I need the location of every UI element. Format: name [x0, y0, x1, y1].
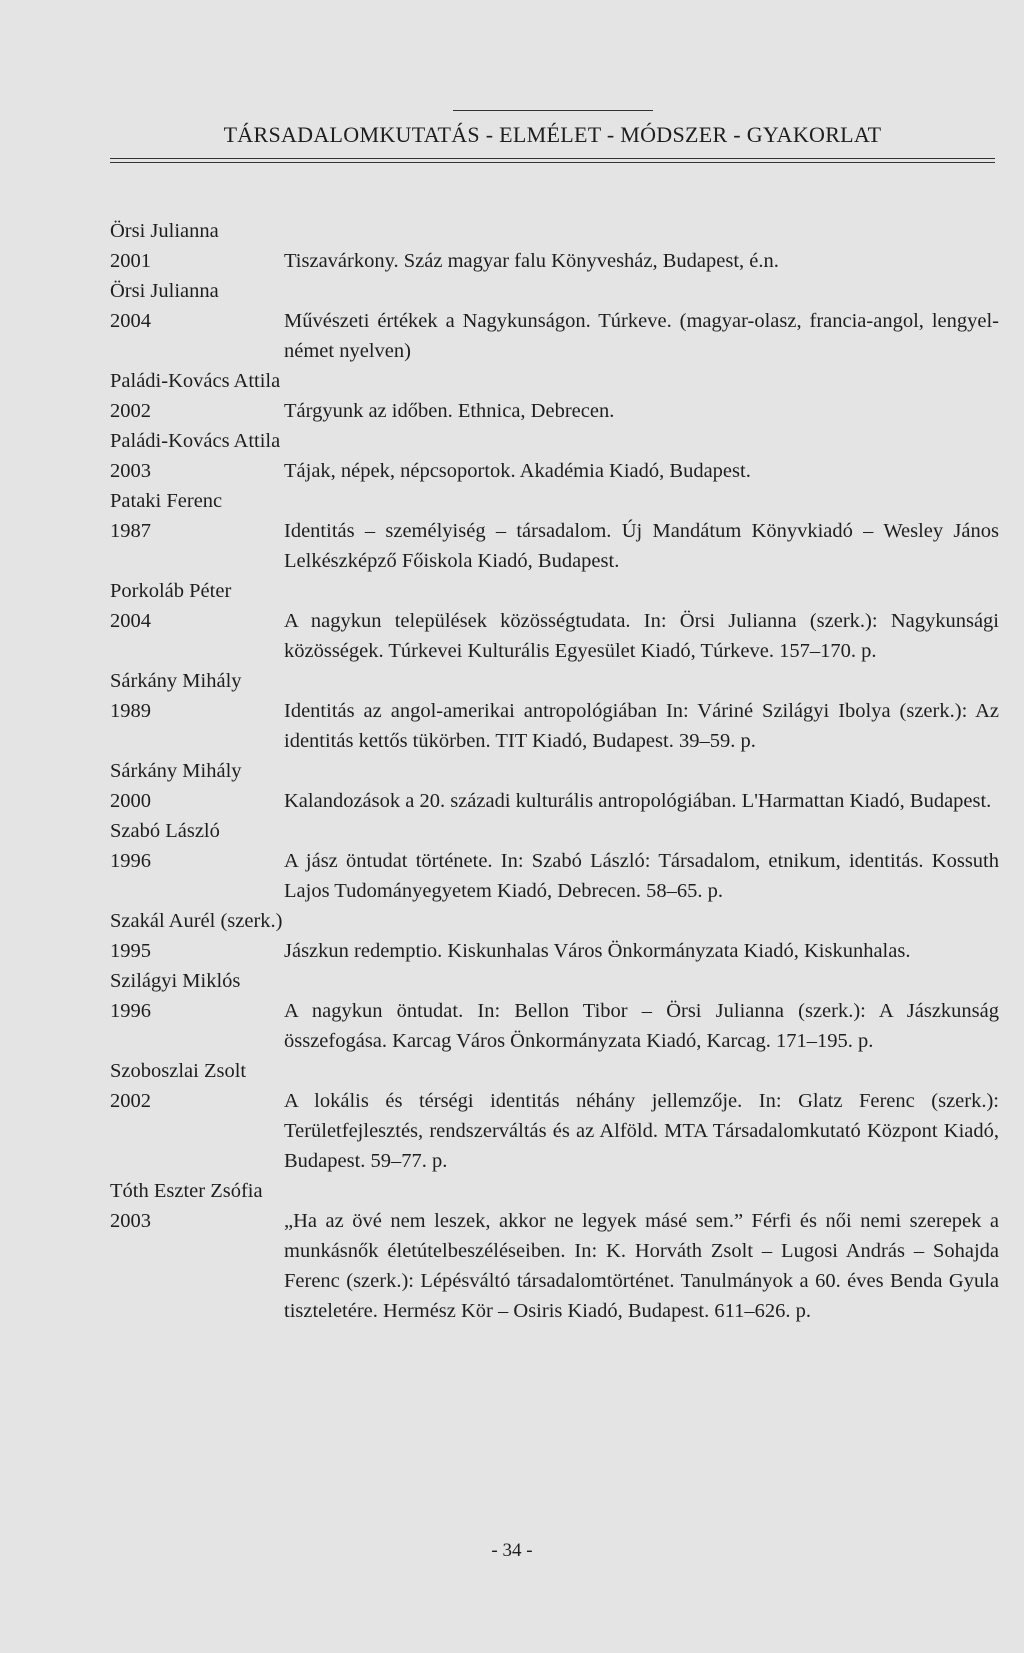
- bibliography-entry: [110, 906, 999, 966]
- bibliography-entry: [110, 216, 999, 276]
- entry-author: Paládi-Kovács Attila: [110, 370, 281, 392]
- entry-year: 1987: [110, 520, 151, 542]
- bibliography-entry: [110, 426, 999, 486]
- entry-author: Örsi Julianna: [110, 280, 219, 302]
- entry-row: [110, 786, 999, 816]
- entry-author: Pataki Ferenc: [110, 490, 223, 512]
- entry-row: [110, 1206, 999, 1326]
- entry-year: 2004: [110, 310, 151, 332]
- entry-row: [110, 516, 999, 576]
- entry-citation: Tájak, népek, népcsoportok. Akadémia Kiadó, Budapest.: [284, 460, 751, 482]
- running-header: [110, 110, 995, 163]
- entry-year: 2002: [110, 400, 151, 422]
- header-title: TÁRSADALOMKUTATÁS - ELMÉLET - MÓDSZER - GYAKORLAT: [223, 122, 882, 147]
- entry-row: [110, 846, 999, 906]
- entry-author: Sárkány Mihály: [110, 670, 242, 692]
- bibliography-entry: [110, 486, 999, 576]
- entry-citation: A nagykun települések közösségtudata. In: Örsi Julianna (szerk.): Nagykunsági közösségek. Túrkevei Kulturális Egyesület Kiadó, Túrkeve. 157–170. p.: [284, 610, 999, 662]
- entry-citation: Jászkun redemptio. Kiskunhalas Város Önkormányzata Kiadó, Kiskunhalas.: [284, 940, 911, 962]
- entry-author: Paládi-Kovács Attila: [110, 430, 281, 452]
- header-double-rule: [110, 158, 995, 163]
- entry-author: Porkoláb Péter: [110, 580, 232, 602]
- entry-citation: Tiszavárkony. Száz magyar falu Könyvesház, Budapest, é.n.: [284, 250, 779, 272]
- entry-year: 2001: [110, 250, 151, 272]
- entry-row: [110, 1086, 999, 1176]
- entry-citation: A jász öntudat története. In: Szabó László: Társadalom, etnikum, identitás. Kossuth Lajos Tudományegyetem Kiadó, Debrecen. 58–65. p.: [284, 850, 999, 902]
- header-top-rule: [453, 110, 653, 111]
- entry-author: Örsi Julianna: [110, 220, 219, 242]
- bibliography-entry: [110, 1176, 999, 1326]
- entry-year: 2002: [110, 1090, 151, 1112]
- bibliography-entry: [110, 666, 999, 756]
- entry-year: 2003: [110, 460, 151, 482]
- bibliography-entry: [110, 366, 999, 426]
- entry-citation: A nagykun öntudat. In: Bellon Tibor – Örsi Julianna (szerk.): A Jászkunság összefogása. Karcag Város Önkormányzata Kiadó, Karcag. 171–195. p.: [284, 1000, 999, 1052]
- entry-row: [110, 306, 999, 366]
- entry-row: [110, 606, 999, 666]
- entry-year: 2003: [110, 1210, 151, 1232]
- entry-row: [110, 696, 999, 756]
- bibliography-entry: [110, 276, 999, 366]
- entry-row: [110, 456, 999, 486]
- entry-citation: Identitás – személyiség – társadalom. Új Mandátum Könyvkiadó – Wesley János Lelkészképző Főiskola Kiadó, Budapest.: [284, 520, 999, 572]
- entry-author: Tóth Eszter Zsófia: [110, 1180, 263, 1202]
- entry-citation: A lokális és térségi identitás néhány jellemzője. In: Glatz Ferenc (szerk.): Területfejlesztés, rendszerváltás és az Alföld. MTA Társadalomkutató Központ Kiadó, Budapest. 59–77. p.: [284, 1090, 999, 1172]
- entry-citation: Kalandozások a 20. századi kulturális antropológiában. L'Harmattan Kiadó, Budapest.: [284, 790, 992, 812]
- entry-row: [110, 246, 999, 276]
- entry-year: 1989: [110, 700, 151, 722]
- entry-year: 2000: [110, 790, 151, 812]
- entry-citation: Művészeti értékek a Nagykunságon. Túrkeve. (magyar-olasz, francia-angol, lengyel-német nyelven): [284, 310, 999, 362]
- bibliography-entry: [110, 576, 999, 666]
- bibliography-entry: [110, 756, 999, 816]
- page-number: - 34 -: [491, 1540, 533, 1561]
- entry-citation: „Ha az övé nem leszek, akkor ne legyek másé sem.” Férfi és női nemi szerepek a munkásnők életútelbeszéléseiben. In: K. Horváth Zsolt – Lugosi András – Sohajda Ferenc (szerk.): Lépésváltó társadalomtörténet. Tanulmányok a 60. éves Benda Gyula tiszteletére. Hermész Kör – Osiris Kiadó, Budapest. 611–626. p.: [284, 1210, 999, 1322]
- entry-year: 1996: [110, 850, 151, 872]
- entry-year: 1996: [110, 1000, 151, 1022]
- entry-citation: Identitás az angol-amerikai antropológiában In: Váriné Szilágyi Ibolya (szerk.): Az identitás kettős tükörben. TIT Kiadó, Budapest. 39–59. p.: [284, 700, 999, 752]
- entry-row: [110, 396, 999, 426]
- bibliography-entry: [110, 816, 999, 906]
- bibliography-entry: [110, 1056, 999, 1176]
- entry-row: [110, 936, 999, 966]
- entry-citation: Tárgyunk az időben. Ethnica, Debrecen.: [284, 400, 615, 422]
- entry-year: 2004: [110, 610, 151, 632]
- entry-author: Sárkány Mihály: [110, 760, 242, 782]
- entry-author: Szakál Aurél (szerk.): [110, 910, 283, 932]
- bibliography-list: [110, 216, 999, 1326]
- entry-row: [110, 996, 999, 1056]
- entry-author: Szoboszlai Zsolt: [110, 1060, 247, 1082]
- entry-year: 1995: [110, 940, 151, 962]
- entry-author: Szilágyi Miklós: [110, 970, 241, 992]
- entry-author: Szabó László: [110, 820, 220, 842]
- bibliography-entry: [110, 966, 999, 1056]
